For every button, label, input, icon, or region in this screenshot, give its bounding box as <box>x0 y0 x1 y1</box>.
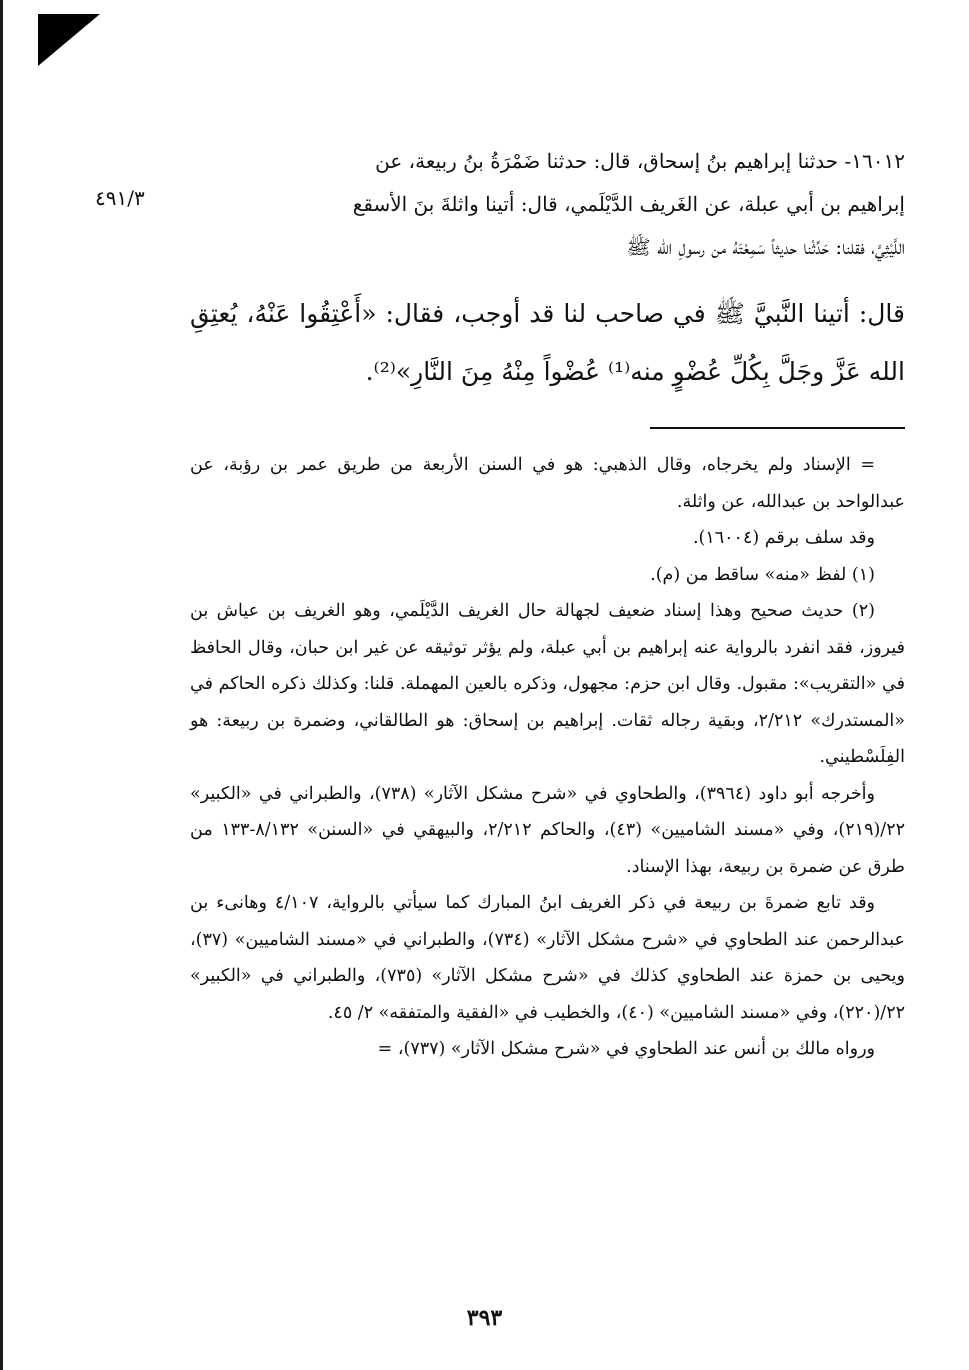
page-left-edge <box>0 0 3 1370</box>
footnote-paragraph: (٢) حديث صحيح وهذا إسناد ضعيف لجهالة حال الغريف الدَّيْلَمي، وهو الغريف بن عياش بن فيروز، فقد انفرد بالرواية عنه إبراهيم بن أبي عبلة، ولم يؤثر توثيقه عن غير ابن حبان، وقال الحافظ في «التقريب»: مقبول. وقال ابن حزم: مجهول، وذكره بالعين المهملة. قلنا: وكذلك ذكره الحاكم في «المستدرك» ٢/٢١٢، وبقية رجاله ثقات. إبراهيم بن إسحاق: هو الطالقاني، وضمرة بن ربيعة: هو الفِلَسْطيني. <box>190 601 905 767</box>
isnad-line: ١٦٠١٢- حدثنا إبراهيم بنُ إسحاق، قال: حدثنا ضَمْرَةُ بنُ ربيعة، عن <box>375 149 905 173</box>
footnote-paragraph: = الإسناد ولم يخرجاه، وقال الذهبي: هو في السنن الأربعة من طريق عمر بن رؤبة، عن عبدالواحد بن عبدالله، عن واثلة. <box>190 455 905 512</box>
isnad-line: اللَّيْثِيَّ، فقلنا: حَدِّثْنا حديثاً سَمِعْتَهُ من رسولِ الله ﷺ <box>626 235 905 259</box>
corner-triangle-mark <box>38 14 100 66</box>
page-body <box>190 140 905 1068</box>
footnotes <box>190 447 905 1068</box>
isnad-line: إبراهيم بن أبي عبلة، عن الغَريف الدَّيْلَمي، قال: أتينا واثلةَ بنَ الأسقع <box>352 192 905 216</box>
isnad-block <box>190 140 905 269</box>
footnote-paragraph: وأخرجه أبو داود (٣٩٦٤)، والطحاوي في «شرح مشكل الآثار» (٧٣٨)، والطبراني في «الكبير» ٢٢/(٢١٩)، وفي «مسند الشاميين» (٤٣)، والحاكم ٢/٢١٢، والبيهقي في «السنن» ٨/١٣٢-١٣٣ من طرق عن ضمرة بن ربيعة، بهذا الإسناد. <box>190 783 906 877</box>
footnote-separator <box>650 427 905 429</box>
hadith-text: قال: أتينا النَّبيَّ ﷺ في صاحب لنا قد أوجب، فقال: «أَعْتِقُوا عَنْهُ، يُعتِقِ الله عَزَّ وجَلَّ بِكُلِّ عُضْوٍ منه⁽¹⁾ عُضْواً مِنْهُ مِنَ النَّارِ»⁽²⁾. <box>190 299 905 386</box>
footnote-paragraph: (١) لفظ «منه» ساقط من (م). <box>650 564 875 585</box>
footnote-paragraph: وقد سلف برقم (١٦٠٠٤). <box>692 528 875 548</box>
footnote-paragraph: ورواه مالك بن أنس عند الطحاوي في «شرح مشكل الآثار» (٧٣٧)، = <box>377 1039 875 1059</box>
footnote-paragraph: وقد تابع ضمرةَ بن ربيعة في ذكر الغريف ابنُ المبارك كما سيأتي بالرواية، ٤/١٠٧ وهانىء بن عبدالرحمن عند الطحاوي في «شرح مشكل الآثار» (٧٣٤)، والطبراني في «مسند الشاميين» (٣٧)، ويحيى بن حمزة عند الطحاوي كذلك في «شرح مشكل الآثار» (٧٣٥)، والطبراني في «الكبير» ٢٢/(٢٢٠)، وفي «مسند الشاميين» (٤٠)، والخطيب في «الفقية والمتفقه» ٢/ ٤٥. <box>190 893 905 1023</box>
margin-volume-reference: ٤٩١/٣ <box>95 186 145 210</box>
page-number: ٣٩٣ <box>466 1305 503 1331</box>
